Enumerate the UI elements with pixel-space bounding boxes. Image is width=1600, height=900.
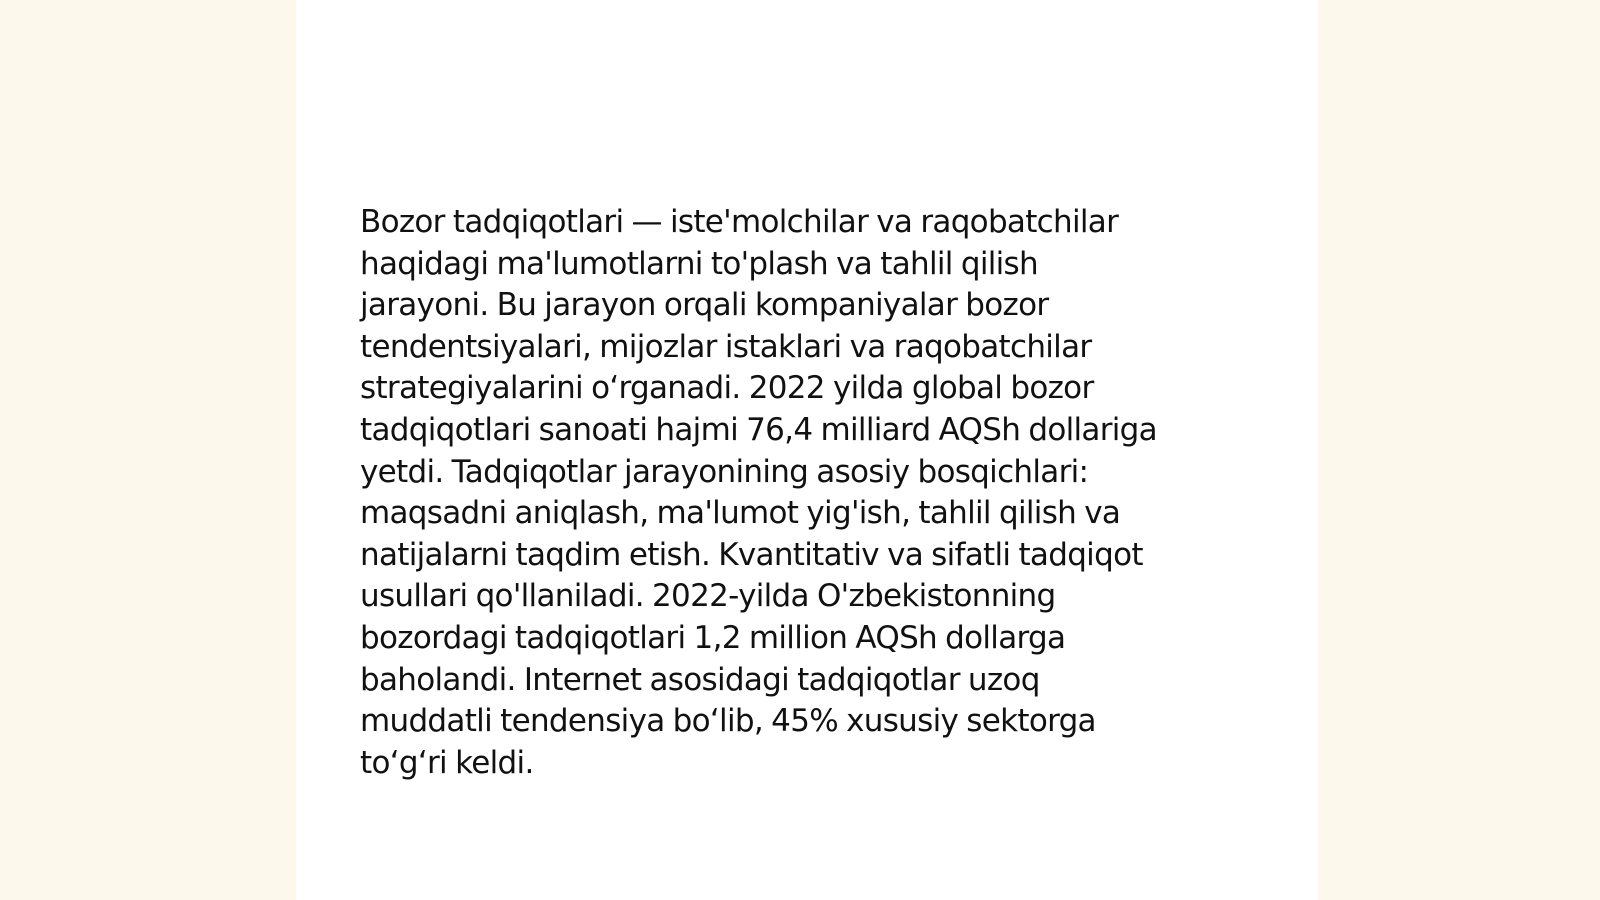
text-line: to‘g‘ri keldi. [360, 744, 534, 781]
body-paragraph [360, 202, 1260, 784]
text-line: Bozor tadqiqotlari — iste'molchilar va raqobatchilar [360, 204, 1119, 240]
text-line: strategiyalarini o‘rganadi. 2022 yilda global bozor [360, 370, 1094, 407]
text-line: bozordagi tadqiqotlari 1,2 million AQSh dollarga [360, 619, 1066, 656]
text-line: tadqiqotlari sanoati hajmi 76,4 milliard AQSh dollariga [360, 411, 1157, 448]
document-page [296, 0, 1318, 900]
text-line: muddatli tendensiya bo‘lib, 45% xususiy sektorga [360, 703, 1096, 740]
text-line: usullari qo'llaniladi. 2022-yilda O'zbekistonning [360, 578, 1056, 615]
text-line: maqsadni aniqlash, ma'lumot yig'ish, tahlil qilish va [360, 495, 1121, 532]
text-line: baholandi. Internet asosidagi tadqiqotlar uzoq [360, 661, 1040, 698]
text-line: natijalarni taqdim etish. Kvantitativ va sifatli tadqiqot [360, 536, 1143, 573]
text-line: haqidagi ma'lumotlarni to'plash va tahlil qilish [360, 245, 1038, 282]
text-line: jarayoni. Bu jarayon orqali kompaniyalar bozor [360, 287, 1049, 324]
text-line: tendentsiyalari, mijozlar istaklari va raqobatchilar [360, 328, 1092, 365]
text-line: yetdi. Tadqiqotlar jarayonining asosiy bosqichlari: [360, 453, 1089, 490]
